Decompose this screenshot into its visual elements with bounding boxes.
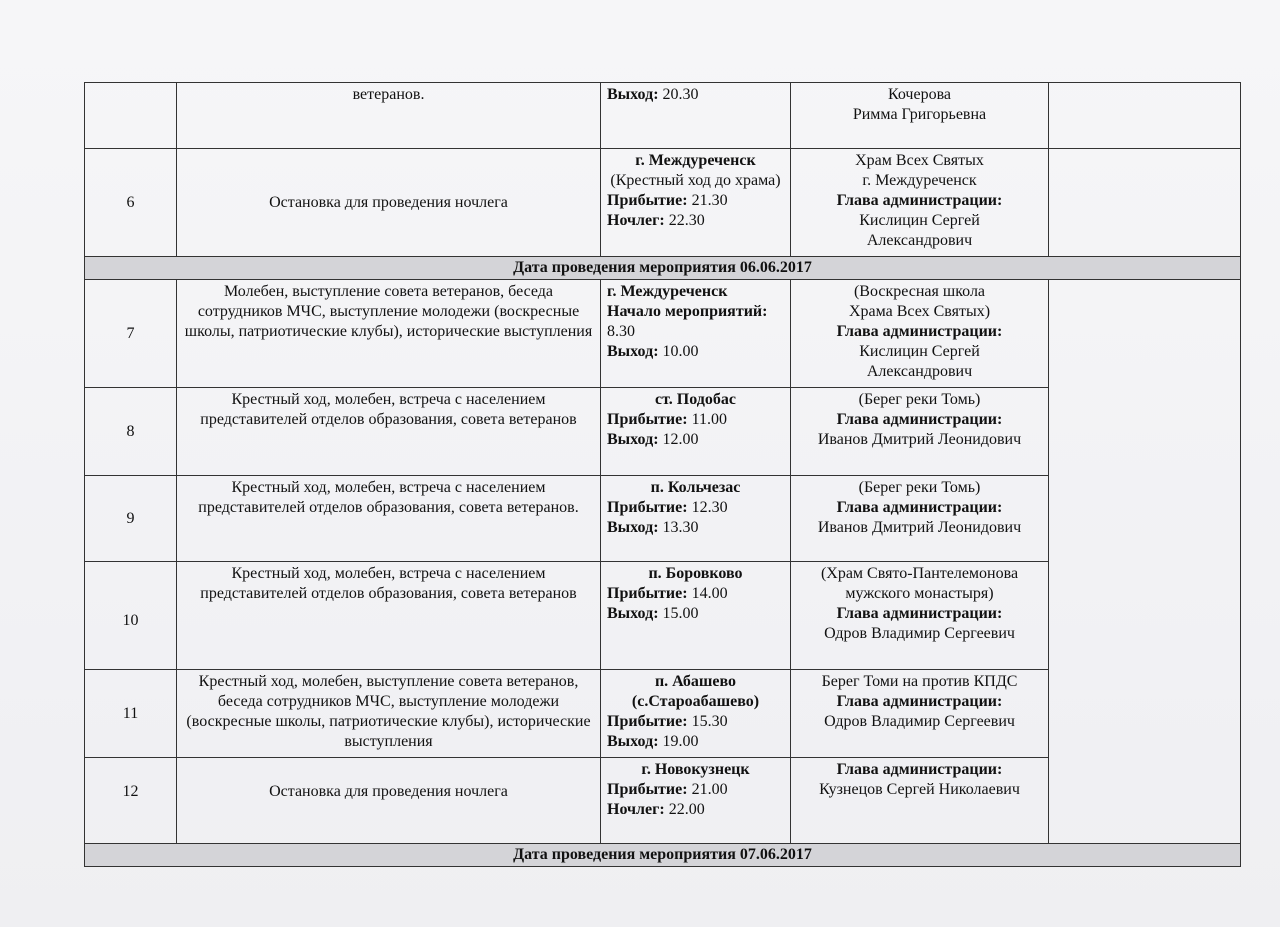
date-header-row	[85, 257, 1241, 280]
event-contact: (Храм Свято-Пантелемонова мужского монастыря) Глава администрации: Одров Владимир Сергеевич	[791, 562, 1049, 670]
event-description: Крестный ход, молебен, встреча с населением представителей отделов образования, совета ветеранов	[177, 388, 601, 476]
event-description: Крестный ход, молебен, выступление совета ветеранов, беседа сотрудников МЧС, выступление молодежи (воскресные школы, патриотические клубы), исторические выступления	[177, 670, 601, 758]
row-number: 7	[85, 280, 177, 388]
event-description: Остановка для проведения ночлега	[177, 149, 601, 257]
notes-cell	[1049, 83, 1241, 149]
event-place	[601, 83, 791, 149]
event-description: Молебен, выступление совета ветеранов, беседа сотрудников МЧС, выступление молодежи (воскресные школы, патриотические клубы), исторические выступления	[177, 280, 601, 388]
event-contact: Глава администрации: Кузнецов Сергей Николаевич	[791, 758, 1049, 844]
row-number: 10	[85, 562, 177, 670]
notes-cell	[1049, 149, 1241, 257]
date-header-row	[85, 844, 1241, 867]
table-row	[85, 280, 1241, 388]
time-line: Выход: 20.30	[607, 86, 699, 103]
table-row	[85, 149, 1241, 257]
event-place: п. Кольчезас Прибытие: 12.30 Выход: 13.30	[601, 476, 791, 562]
event-place: п. Абашево (с.Староабашево) Прибытие: 15.30 Выход: 19.00	[601, 670, 791, 758]
event-place: г. Новокузнецк Прибытие: 21.00 Ночлег: 22.00	[601, 758, 791, 844]
event-contact: (Берег реки Томь) Глава администрации: Иванов Дмитрий Леонидович	[791, 476, 1049, 562]
schedule-body	[85, 83, 1241, 867]
event-contact: (Воскресная школа Храма Всех Святых) Глава администрации: Кислицин Сергей Александрович	[791, 280, 1049, 388]
event-contact: Кочерова Римма Григорьевна	[791, 83, 1049, 149]
row-number: 11	[85, 670, 177, 758]
event-description: Крестный ход, молебен, встреча с населением представителей отделов образования, совета ветеранов.	[177, 476, 601, 562]
event-contact: (Берег реки Томь) Глава администрации: Иванов Дмитрий Леонидович	[791, 388, 1049, 476]
row-number: 12	[85, 758, 177, 844]
event-date: Дата проведения мероприятия 07.06.2017	[85, 844, 1241, 867]
event-contact: Храм Всех Святых г. Междуреченск Глава администрации: Кислицин Сергей Александрович	[791, 149, 1049, 257]
event-description: Остановка для проведения ночлега	[177, 758, 601, 844]
event-place: п. Боровково Прибытие: 14.00 Выход: 15.00	[601, 562, 791, 670]
event-description: ветеранов.	[177, 83, 601, 149]
row-number	[85, 83, 177, 149]
event-date: Дата проведения мероприятия 06.06.2017	[85, 257, 1241, 280]
row-number: 9	[85, 476, 177, 562]
event-contact: Берег Томи на против КПДС Глава администрации: Одров Владимир Сергеевич	[791, 670, 1049, 758]
event-description: Крестный ход, молебен, встреча с населением представителей отделов образования, совета ветеранов	[177, 562, 601, 670]
table-row	[85, 83, 1241, 149]
notes-cell	[1049, 280, 1241, 844]
schedule-table	[84, 82, 1241, 867]
event-place: ст. Подобас Прибытие: 11.00 Выход: 12.00	[601, 388, 791, 476]
row-number: 8	[85, 388, 177, 476]
event-place: г. Междуреченск (Крестный ход до храма) Прибытие: 21.30 Ночлег: 22.30	[601, 149, 791, 257]
event-place: г. Междуреченск Начало мероприятий: 8.30 Выход: 10.00	[601, 280, 791, 388]
row-number: 6	[85, 149, 177, 257]
